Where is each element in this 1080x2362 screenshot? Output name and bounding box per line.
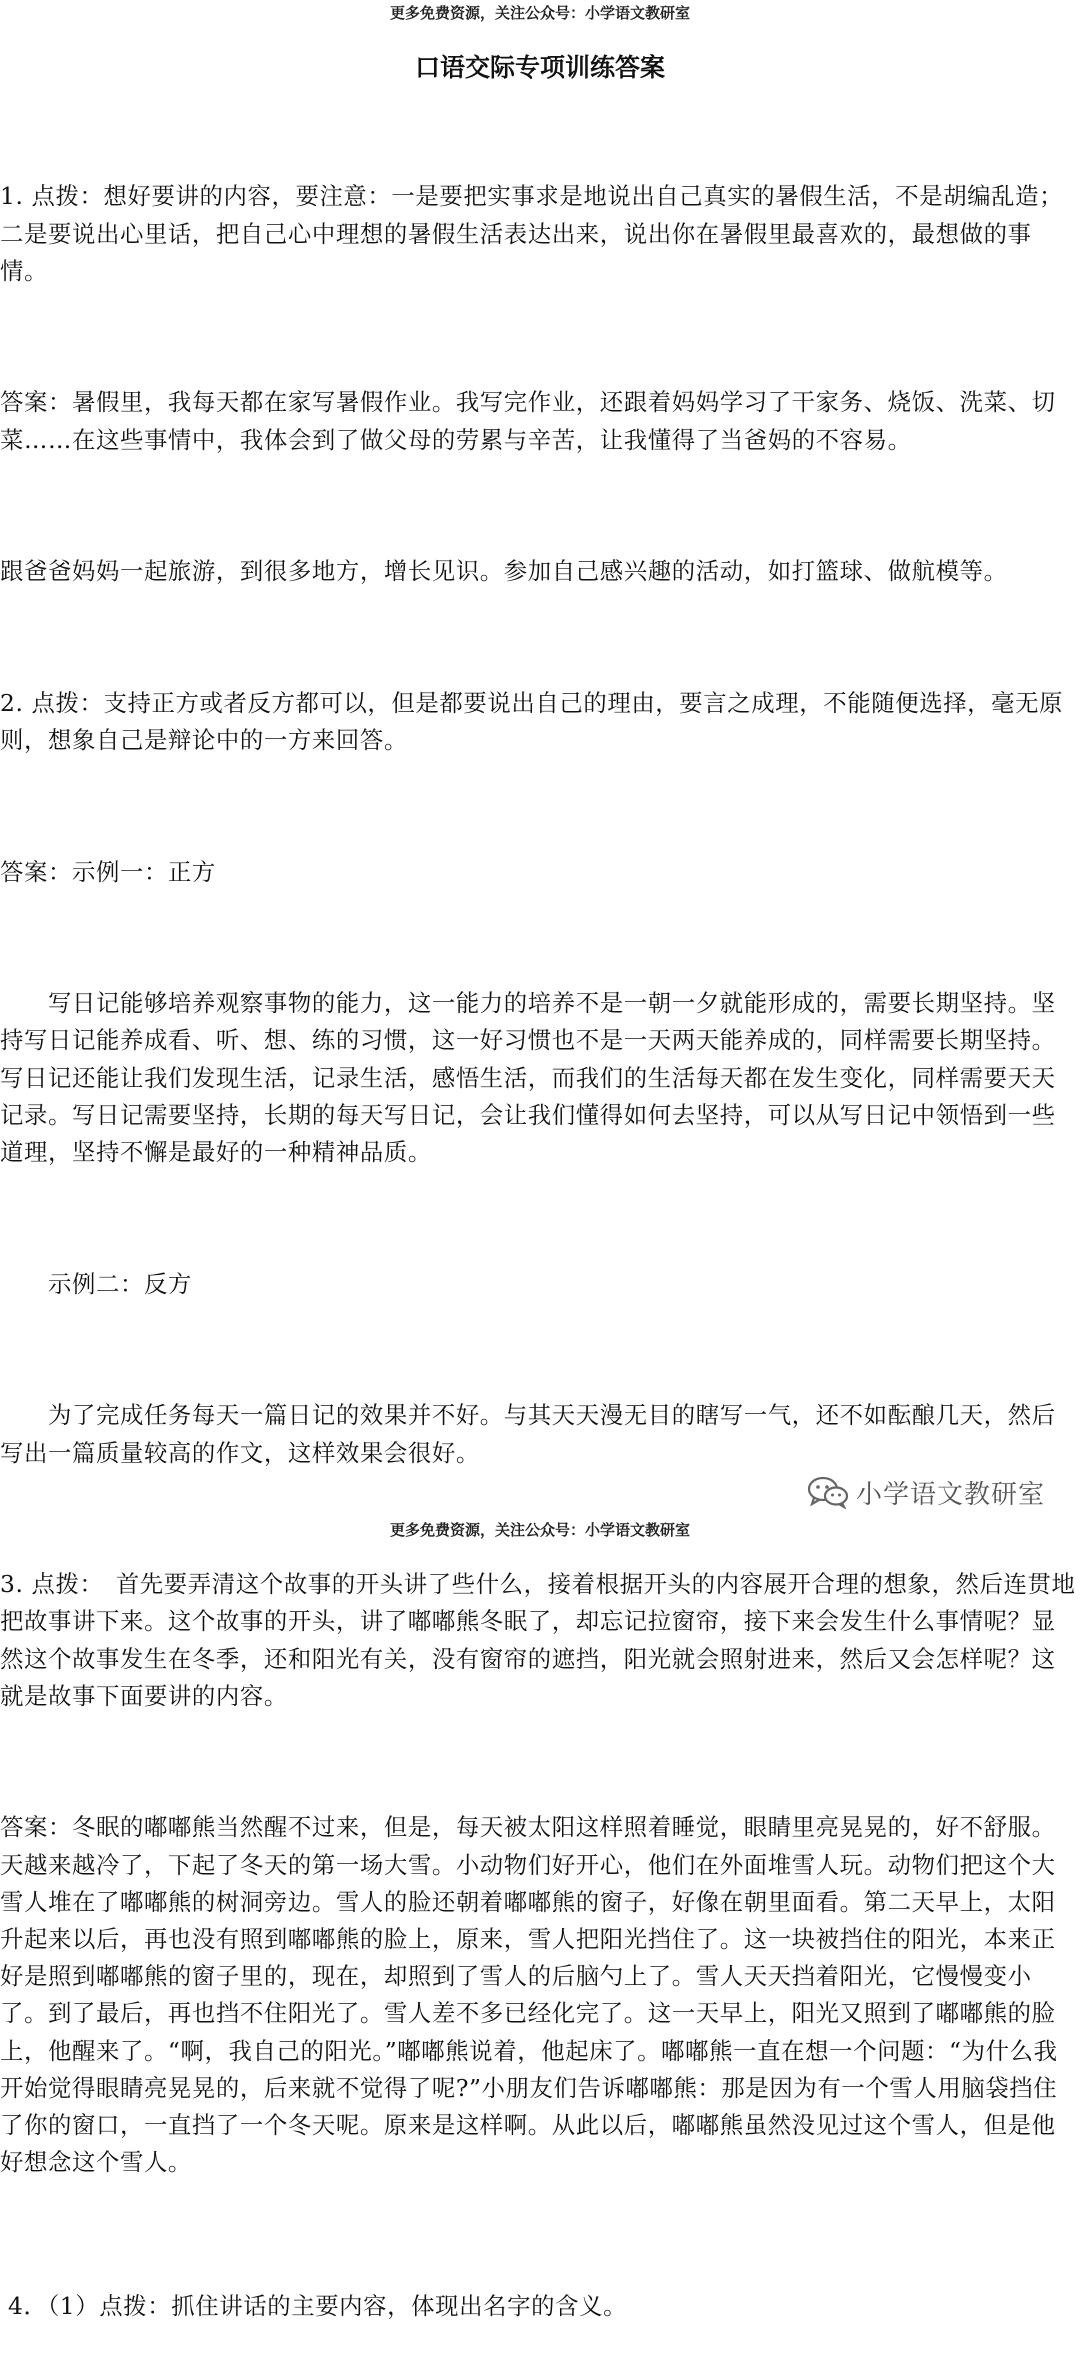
wechat-icon	[806, 1475, 850, 1509]
document-body	[0, 104, 1078, 2362]
paragraph-2-example-2-label: 示例二：反方	[0, 1269, 192, 1298]
paragraph-2-hint: 2. 点拨：支持正方或者反方都可以，但是都要说出自己的理由，要言之成理，不能随便选择，毫无原则，想象自己是辩论中的一方来回答。	[0, 688, 1064, 755]
page-footer: 更多免费资源，关注公众号：小学语文教研室	[389, 1521, 690, 1539]
document-title: 口语交际专项训练答案	[414, 53, 665, 82]
paragraph-3-hint: 3. 点拨： 首先要弄清这个故事的开头讲了些什么，接着根据开头的内容展开合理的想象，然后连贯地把故事讲下来。这个故事的开头，讲了嘟嘟熊冬眠了，却忘记拉窗帘，接下来会发生什么事情呢？显然这个故事发生在冬季，还和阳光有关，没有窗帘的遮挡，阳光就会照射进来，然后又会怎样呢？这就是故事下面要讲的内容。	[0, 1570, 1076, 1710]
paragraph-1-answer: 答案：暑假里，我每天都在家写暑假作业。我写完作业，还跟着妈妈学习了干家务、烧饭、洗菜、切菜……在这些事情中，我体会到了做父母的劳累与辛苦，让我懂得了当爸妈的不容易。	[0, 388, 1056, 454]
paragraph-1-answer-cont: 跟爸爸妈妈一起旅游，到很多地方，增长见识。参加自己感兴趣的活动，如打篮球、做航模等。	[0, 557, 1008, 586]
page-header: 更多免费资源，关注公众号：小学语文教研室	[389, 4, 690, 22]
paragraph-3-answer: 答案：冬眠的嘟嘟熊当然醒不过来，但是，每天被太阳这样照着睡觉，眼睛里亮晃晃的，好不舒服。天越来越冷了，下起了冬天的第一场大雪。小动物们好开心，他们在外面堆雪人玩。动物们把这个大雪人堆在了嘟嘟熊的树洞旁边。雪人的脸还朝着嘟嘟熊的窗子，好像在朝里面看。第二天早上，太阳升起来以后，再也没有照到嘟嘟熊的脸上，原来，雪人把阳光挡住了。这一块被挡住的阳光，本来正好是照到嘟嘟熊的窗子里的，现在，却照到了雪人的后脑勺上了。雪人天天挡着阳光，它慢慢变小了。到了最后，再也挡不住阳光了。雪人差不多已经化完了。这一天早上，阳光又照到了嘟嘟熊的脸上，他醒来了。“啊，我自己的阳光。”嘟嘟熊说着，他起床了。嘟嘟熊一直在想一个问题：“为什么我开始觉得眼睛亮晃晃的，后来就不觉得了呢?”小朋友们告诉嘟嘟熊：那是因为有一个雪人用脑袋挡住了你的窗口，一直挡了一个冬天呢。原来是这样啊。从此以后，嘟嘟熊虽然没见过这个雪人，但是他好想念这个雪人。	[0, 1813, 1058, 2177]
paragraph-4-hint: 4．（1）点拨：抓住讲话的主要内容，体现出名字的含义。	[0, 2291, 628, 2320]
paragraph-2-example-2: 为了完成任务每天一篇日记的效果并不好。与其天天漫无目的瞎写一气，还不如酝酿几天，然后写出一篇质量较高的作文，这样效果会很好。	[0, 1401, 1056, 1467]
paragraph-1-hint: 1. 点拨：想好要讲的内容，要注意：一是要把实事求是地说出自己真实的暑假生活，不是胡编乱造；二是要说出心里话，把自己心中理想的暑假生活表达出来，说出你在暑假里最喜欢的，最想做的事情。	[0, 182, 1064, 285]
watermark-text: 小学语文教研室	[856, 1479, 1046, 1510]
watermark	[806, 1472, 1045, 1512]
paragraph-2-answer-label: 答案：示例一：正方	[0, 857, 216, 886]
paragraph-2-example-1: 写日记能够培养观察事物的能力，这一能力的培养不是一朝一夕就能形成的，需要长期坚持。坚持写日记能养成看、听、想、练的习惯，这一好习惯也不是一天两天能养成的，同样需要长期坚持。写日记还能让我们发现生活，记录生活，感悟生活，而我们的生活每天都在发生变化，同样需要天天记录。写日记需要坚持，长期的每天写日记，会让我们懂得如何去坚持，可以从写日记中领悟到一些道理，坚持不懈是最好的一种精神品质。	[0, 989, 1056, 1167]
